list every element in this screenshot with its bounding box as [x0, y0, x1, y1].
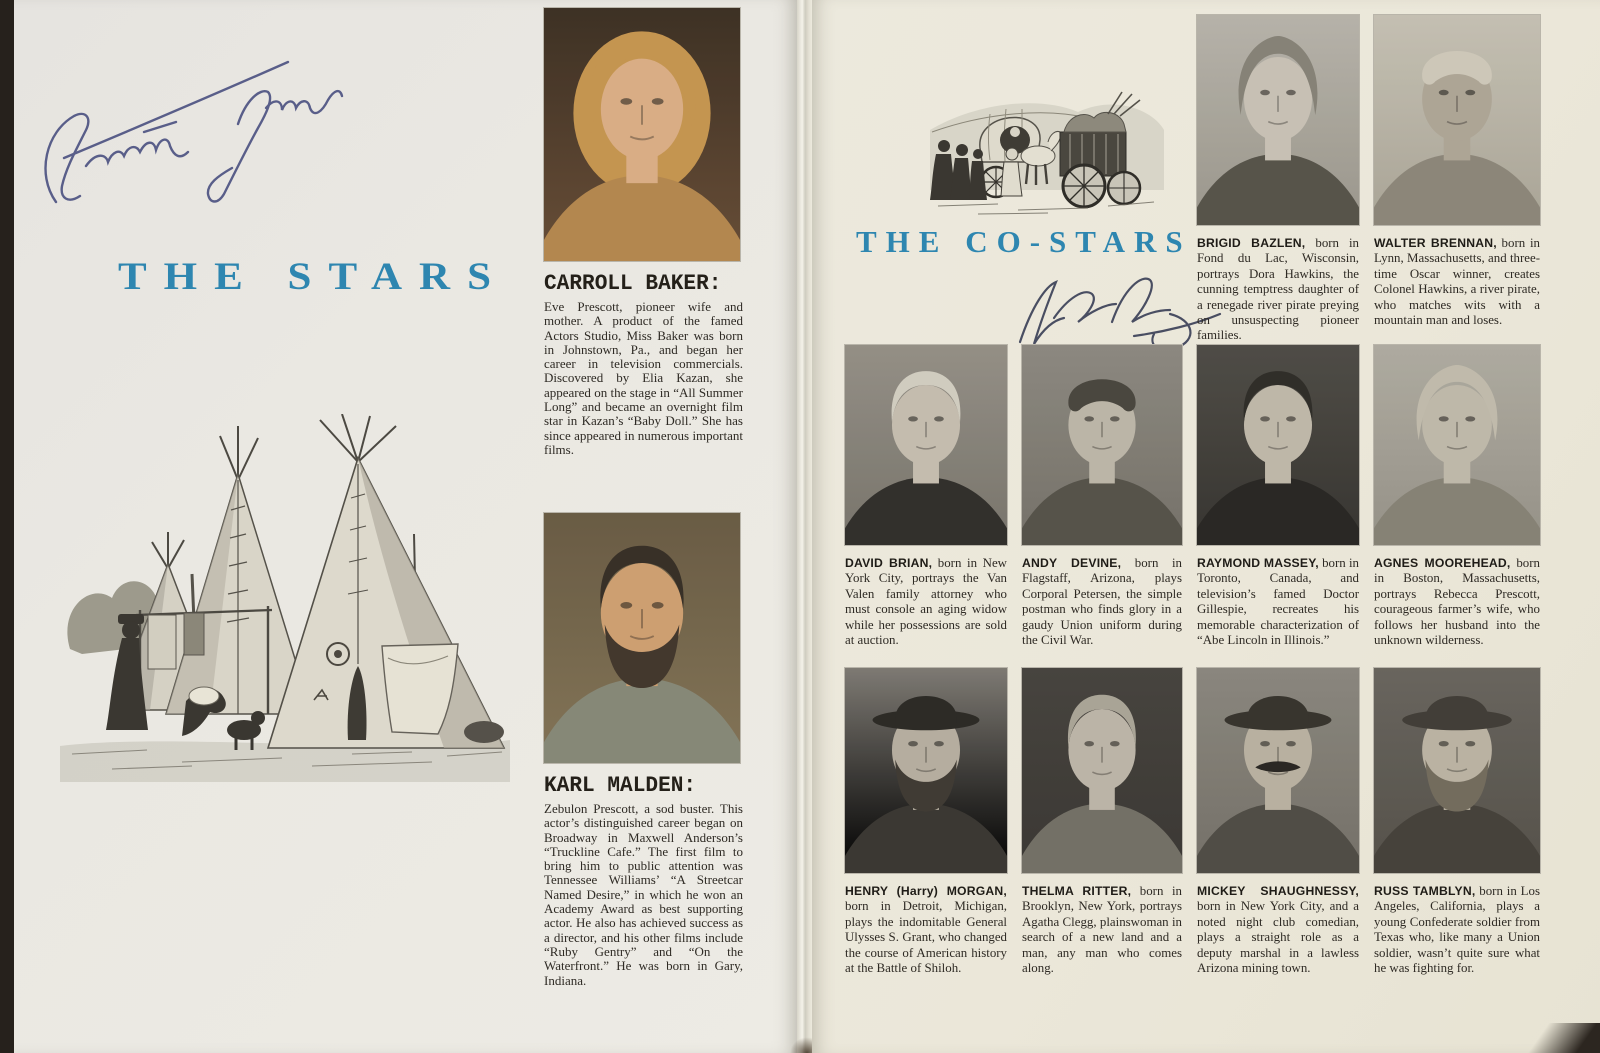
karl-malden-name: KARL MALDEN: — [544, 773, 697, 798]
page-right — [812, 0, 1600, 1053]
mickey-shaughnessy-caption: MICKEY SHAUGHNESSY, born in New York City, and a noted night club comedian, plays a straight role as a deputy marshal in a lawless Arizona mining town. — [1197, 884, 1359, 976]
agnes-moorehead-caption: AGNES MOOREHEAD, born in Boston, Massachusetts, portrays Rebecca Prescott, courageous farmer’s wife, who follows her husband into the unknown wilderness. — [1374, 556, 1540, 648]
costar-russ-tamblyn — [1374, 668, 1540, 976]
carroll-baker-photo — [544, 8, 740, 261]
page-corner-shadow — [1490, 1023, 1600, 1053]
brigid-bazlen-name: BRIGID BAZLEN, — [1197, 236, 1306, 250]
andy-devine-caption: ANDY DEVINE, born in Flagstaff, Arizona, plays Corporal Petersen, the simple postman who finds glory in a gaudy Union uniform during the Civil War. — [1022, 556, 1182, 648]
book-spine — [797, 0, 812, 1053]
costar-mickey-shaughnessy — [1197, 668, 1359, 976]
costar-andy-devine — [1022, 345, 1182, 648]
henry-morgan-caption: HENRY (Harry) MORGAN, born in Detroit, Michigan, plays the indomitable General Ulysses S. Grant, who changed the course of American history at the Battle of Shiloh. — [845, 884, 1007, 976]
thelma-ritter-name: THELMA RITTER, — [1022, 884, 1132, 898]
costar-thelma-ritter — [1022, 668, 1182, 976]
agnes-moorehead-name: AGNES MOOREHEAD, — [1374, 556, 1511, 570]
david-brian-name: DAVID BRIAN, — [845, 556, 933, 570]
andy-devine-name: ANDY DEVINE, — [1022, 556, 1122, 570]
brigid-bazlen-caption: BRIGID BAZLEN, born in Fond du Lac, Wisconsin, portrays Dora Hawkins, the cunning temptress daughter of a renegade river pirate preying on unsuspecting pioneer families. — [1197, 236, 1359, 343]
henry-morgan-name: HENRY (Harry) MORGAN, — [845, 884, 1007, 898]
star-carroll-baker — [544, 8, 744, 457]
book-edge — [0, 0, 14, 1053]
brigid-bazlen-photo — [1197, 15, 1359, 225]
covered-wagon-illustration — [918, 68, 1170, 220]
raymond-massey-caption: RAYMOND MASSEY, born in Toronto, Canada, and television’s famed Doctor Gillespie, recreates his memorable characterization of “Abe Lincoln in Illinois.” — [1197, 556, 1359, 648]
star-karl-malden — [544, 513, 744, 988]
karl-malden-bio: Zebulon Prescott, a sod buster. This actor’s distinguished career began on Broadway in Maxwell Anderson’s “Truckline Cafe.” The first film to bring him to public attention was Tennessee Williams’ “A Streetcar Named Desire,” in which he won an Academy Award as best supporting actor. He also has achieved success as a director, and his other films include “Ruby Gentry” and “On the Waterfront.” He was born in Gary, Indiana. — [544, 801, 743, 988]
andy-devine-photo — [1022, 345, 1182, 545]
walter-brennan-caption: WALTER BRENNAN, born in Lynn, Massachusetts, and three-time Oscar winner, creates Colonel Hawkins, a river pirate, who matches wits with a mountain man and loses. — [1374, 236, 1540, 328]
russ-tamblyn-caption: RUSS TAMBLYN, born in Los Angeles, California, plays a young Confederate soldier from Texas who, like many a Union soldier, wasn’t quite sure what he was fighting for. — [1374, 884, 1540, 976]
costar-brigid-bazlen — [1197, 15, 1359, 344]
agnes-moorehead-photo — [1374, 345, 1540, 545]
mickey-shaughnessy-photo — [1197, 668, 1359, 873]
david-brian-photo — [845, 345, 1007, 545]
costar-david-brian — [845, 345, 1007, 648]
carroll-baker-name: CARROLL BAKER: — [544, 271, 722, 296]
henry-morgan-photo — [845, 668, 1007, 873]
page-left — [14, 0, 797, 1053]
costar-henry-morgan — [845, 668, 1007, 976]
stars-heading: THE STARS — [118, 254, 508, 299]
teepee-illustration — [52, 414, 517, 782]
russ-tamblyn-photo — [1374, 668, 1540, 873]
andy-devine-signature — [984, 258, 1224, 358]
raymond-massey-name: RAYMOND MASSEY, — [1197, 556, 1319, 570]
david-brian-caption: DAVID BRIAN, born in New York City, portrays the Van Valen family attorney who must console an aging widow while her possessions are sold at auction. — [845, 556, 1007, 648]
costar-walter-brennan — [1374, 15, 1540, 328]
russ-tamblyn-name: RUSS TAMBLYN, — [1374, 884, 1476, 898]
costar-agnes-moorehead — [1374, 345, 1540, 648]
costar-raymond-massey — [1197, 345, 1359, 648]
loretta-young-signature — [26, 6, 371, 221]
thelma-ritter-photo — [1022, 668, 1182, 873]
carroll-baker-bio: Eve Prescott, pioneer wife and mother. A product of the famed Actors Studio, Miss Baker was born in Johnstown, Pa., and began her career in television commercials. Discovered by Elia Kazan, she appeared on the stage in “All Summer Long” and became an overnight film star in Kazan’s “Baby Doll.” She has since appeared in numerous important films. — [544, 299, 743, 457]
mickey-shaughnessy-name: MICKEY SHAUGHNESSY, — [1197, 884, 1359, 898]
costars-heading: THE CO-STARS — [856, 224, 1192, 259]
walter-brennan-photo — [1374, 15, 1540, 225]
raymond-massey-photo — [1197, 345, 1359, 545]
karl-malden-photo — [544, 513, 740, 763]
walter-brennan-name: WALTER BRENNAN, — [1374, 236, 1497, 250]
thelma-ritter-caption: THELMA RITTER, born in Brooklyn, New York, portrays Agatha Clegg, plainswoman in search of a new land and a man, any man who comes along. — [1022, 884, 1182, 976]
